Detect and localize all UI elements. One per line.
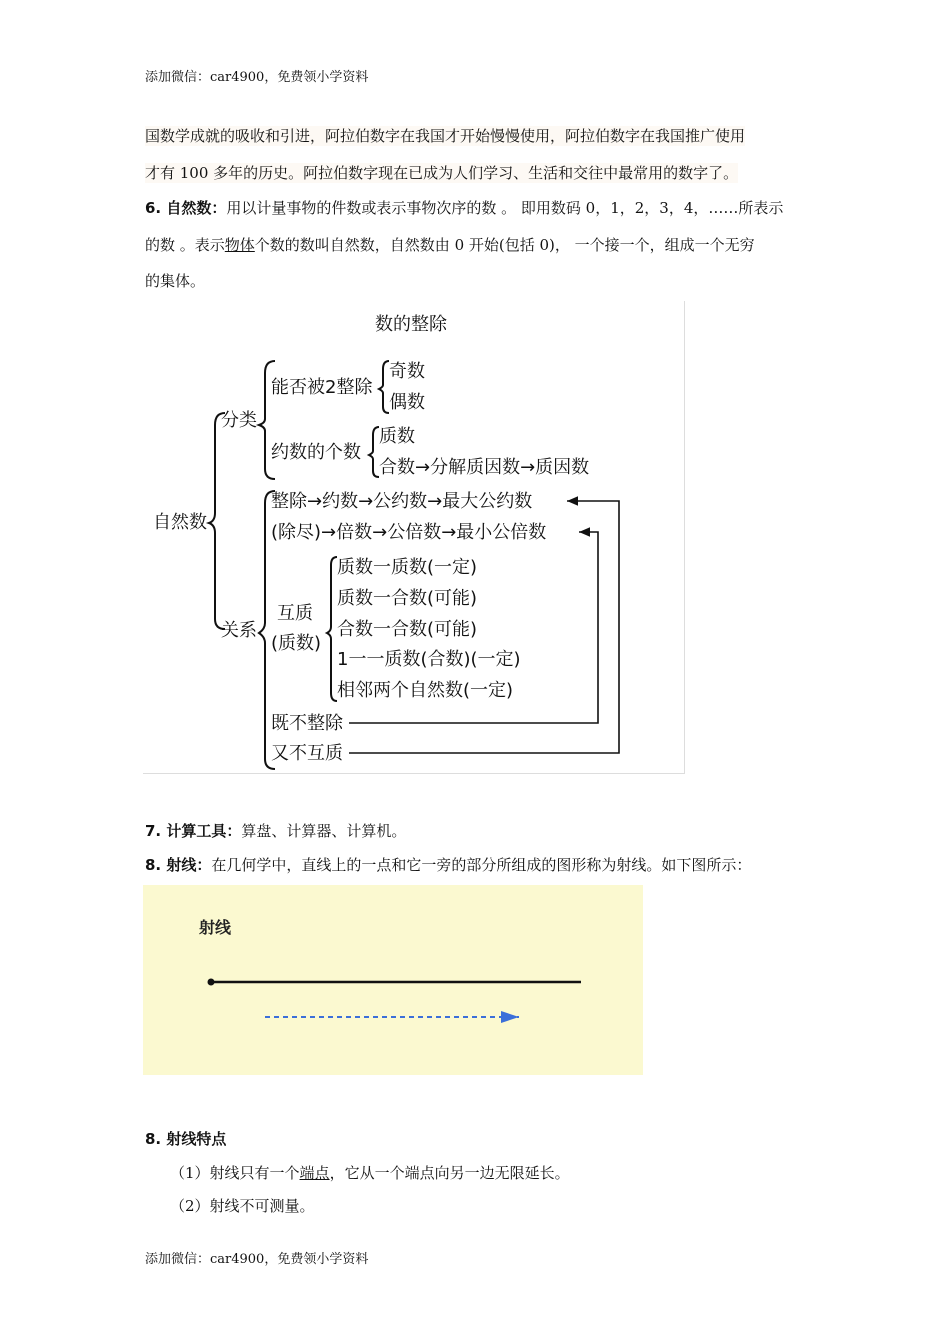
item-7-label: 7. 计算工具： [145, 822, 242, 840]
tree-chain-2: (除尽)→倍数→公倍数→最小公倍数 [271, 522, 547, 543]
item-6-label: 6. 自然数： [145, 199, 227, 217]
ray-feature-1-b: ，它从一个端点向另一边无限延长。 [329, 1164, 570, 1182]
coprime-brace [327, 557, 337, 701]
ray-figure [143, 885, 643, 1075]
item-6-line-1 [145, 198, 783, 218]
tree-even: 偶数 [389, 392, 425, 413]
tree-odd: 奇数 [389, 361, 425, 382]
tree-title: 数的整除 [375, 314, 447, 335]
tree-cp-item-1: 质数一质数(一定) [337, 557, 478, 578]
item-7-text: 算盘、计算器、计算机。 [241, 822, 407, 840]
tree-cp-item-5: 相邻两个自然数(一定) [337, 680, 514, 701]
page-header: 添加微信：car4900，免费领小学资料 [145, 70, 369, 85]
object-link: 物体 [224, 236, 255, 254]
tree-cp-item-2: 质数一合数(可能) [337, 588, 478, 609]
para-line-2: 才有 100 多年的历史。阿拉伯数字现在已成为人们学习、生活和交往中最常用的数字了。 [145, 164, 739, 182]
tree-chain-1: 整除→约数→公约数→最大公约数 [271, 491, 533, 512]
ray-label: 射线 [199, 918, 232, 937]
item-7-line [145, 821, 406, 841]
tree-coprime-1: 互质 [277, 603, 313, 624]
endpoint-link: 端点 [299, 1164, 330, 1182]
tree-relation: 关系 [221, 620, 257, 641]
tree-composite-chain: 合数→分解质因数→质因数 [379, 457, 590, 478]
item-8-text: 在几何学中，直线上的一点和它一旁的部分所组成的图形称为射线。如下图所示： [211, 856, 752, 874]
tree-divisor-count: 约数的个数 [271, 442, 361, 463]
item-6-text-a: 的数 。表示 [145, 236, 225, 254]
root-brace [209, 413, 225, 629]
ray-feature-1 [170, 1163, 570, 1183]
item-6-line-2 [145, 235, 755, 255]
tree-not-divisible: 既不整除 [271, 713, 343, 734]
tree-not-coprime: 又不互质 [271, 743, 343, 764]
tree-classify: 分类 [221, 410, 257, 431]
divisor-brace [369, 427, 379, 477]
tree-coprime-2: (质数) [271, 633, 322, 654]
divisibility-tree-diagram [143, 301, 685, 774]
tree-cp-item-4: 1一一质数(合数)(一定) [337, 649, 521, 670]
item-8-label: 8. 射线： [145, 856, 212, 874]
ray-feature-2: （2）射线不可测量。 [170, 1197, 315, 1215]
page-footer: 添加微信：car4900，免费领小学资料 [145, 1252, 369, 1267]
item-6-line-3: 的集体。 [145, 272, 206, 290]
item-6-text-b: 个数的数叫自然数，自然数由 0 开始(包括 0)， 一个接一个，组成一个无穷 [254, 236, 755, 254]
tree-cp-item-3: 合数一合数(可能) [337, 619, 478, 640]
item-6-text: 用以计量事物的件数或表示事物次序的数 。 即用数码 0，1，2，3，4，……所表示 [226, 199, 784, 217]
tree-prime: 质数 [379, 426, 415, 447]
item-8-line [145, 855, 751, 875]
tree-root: 自然数 [153, 512, 207, 533]
item-8b-title: 8. 射线特点 [145, 1130, 227, 1148]
para-line-1: 国数学成就的吸收和引进，阿拉伯数字在我国才开始慢慢使用，阿拉伯数字在我国推广使用 [145, 127, 746, 145]
tree-div2: 能否被2整除 [271, 377, 373, 398]
div2-brace [379, 361, 389, 413]
ray-feature-1-a: （1）射线只有一个 [170, 1164, 300, 1182]
